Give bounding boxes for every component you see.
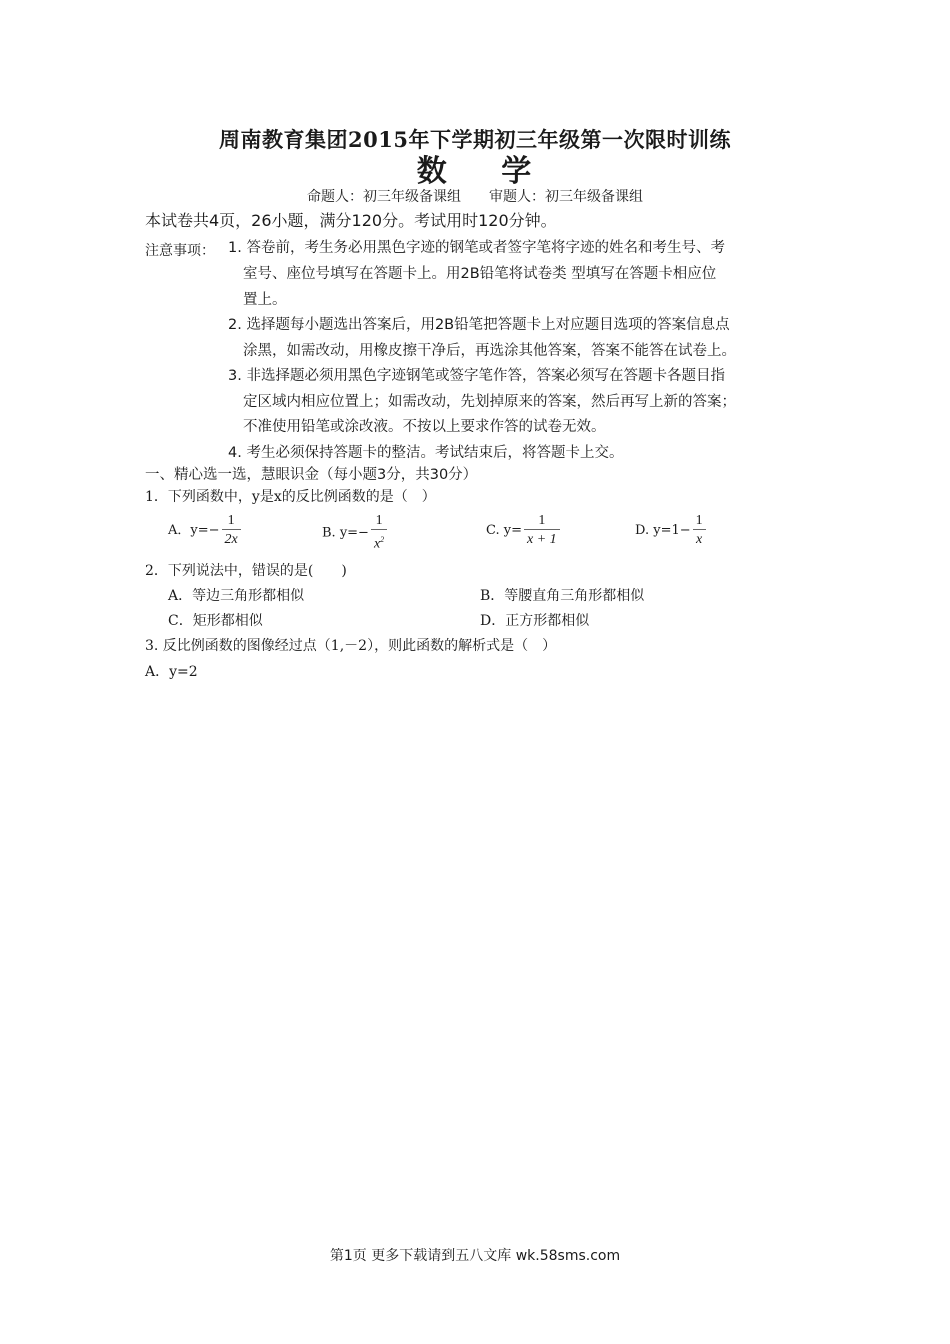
- question-1-option-b: [322, 512, 387, 554]
- fraction: [693, 512, 706, 549]
- numerator: 1: [538, 513, 546, 528]
- exponent: 2: [380, 535, 385, 544]
- numerator: 1: [375, 513, 383, 528]
- question-3-stem: 3. 反比例函数的图像经过点（1,－2），则此函数的解析式是（ ）: [145, 638, 557, 654]
- exam-summary: 本试卷共4页，26小题，满分120分。考试用时120分钟。: [145, 211, 557, 230]
- question-2-stem: 2．下列说法中，错误的是( ): [145, 563, 347, 579]
- denominator: 2x: [222, 529, 241, 549]
- question-1-option-a: [168, 512, 241, 549]
- page-footer: 第1页 更多下载请到五八文库 wk.58sms.com: [329, 1248, 621, 1264]
- note-line: 1. 答卷前，考生务必用黑色字迹的钢笔或者签字笔将字迹的姓名和考生号、考: [228, 240, 725, 256]
- question-2-option-b: B．等腰直角三角形都相似: [480, 588, 645, 604]
- exam-title: 周南教育集团2015年下学期初三年级第一次限时训练: [219, 127, 731, 152]
- notes-label: 注意事项：: [145, 243, 215, 259]
- option-a-prefix: A．y=−: [168, 523, 220, 538]
- option-d-prefix: D. y=1−: [635, 523, 691, 538]
- fraction: [371, 512, 387, 554]
- numerator: 1: [695, 513, 703, 528]
- option-b-prefix: B. y=−: [322, 525, 369, 541]
- question-1-option-d: [635, 512, 706, 549]
- subject-title: 数 学: [416, 154, 534, 189]
- note-line: 室号、座位号填写在答题卡上。用2B铅笔将试卷类 型填写在答题卡相应位: [243, 266, 717, 282]
- note-line: 定区域内相应位置上；如需改动，先划掉原来的答案，然后再写上新的答案；: [243, 394, 736, 410]
- authors-line: 命题人：初三年级备课组 审题人：初三年级备课组: [307, 189, 643, 205]
- note-line: 置上。: [243, 292, 287, 308]
- note-line: 不准使用铅笔或涂改液。不按以上要求作答的试卷无效。: [243, 419, 606, 435]
- question-1-stem: 1．下列函数中，y是x的反比例函数的是（ ）: [145, 489, 436, 505]
- denominator: x + 1: [524, 529, 560, 549]
- numerator: 1: [227, 513, 235, 528]
- question-2-option-a: A．等边三角形都相似: [168, 588, 305, 604]
- note-line: 2. 选择题每小题选出答案后，用2B铅笔把答题卡上对应题目选项的答案信息点: [228, 317, 730, 333]
- note-line: 4. 考生必须保持答题卡的整洁。考试结束后，将答题卡上交。: [228, 445, 624, 461]
- denominator: [371, 529, 387, 554]
- denominator: x: [693, 529, 706, 549]
- question-2-option-d: D．正方形都相似: [480, 613, 590, 629]
- note-line: 3. 非选择题必须用黑色字迹钢笔或签字笔作答，答案必须写在答题卡各题目指: [228, 368, 725, 384]
- fraction: [524, 512, 560, 549]
- note-line: 涂黑，如需改动，用橡皮擦干净后，再选涂其他答案，答案不能答在试卷上。: [243, 343, 736, 359]
- question-2-option-c: C．矩形都相似: [168, 613, 263, 629]
- fraction: [222, 512, 241, 549]
- question-3-option-a: A．y=2: [145, 664, 198, 680]
- question-1-option-c: [486, 512, 560, 549]
- denominator-base: x: [373, 536, 381, 552]
- option-c-prefix: C. y=: [486, 523, 522, 538]
- section-heading: 一、精心选一选，慧眼识金（每小题3分，共30分）: [145, 467, 478, 483]
